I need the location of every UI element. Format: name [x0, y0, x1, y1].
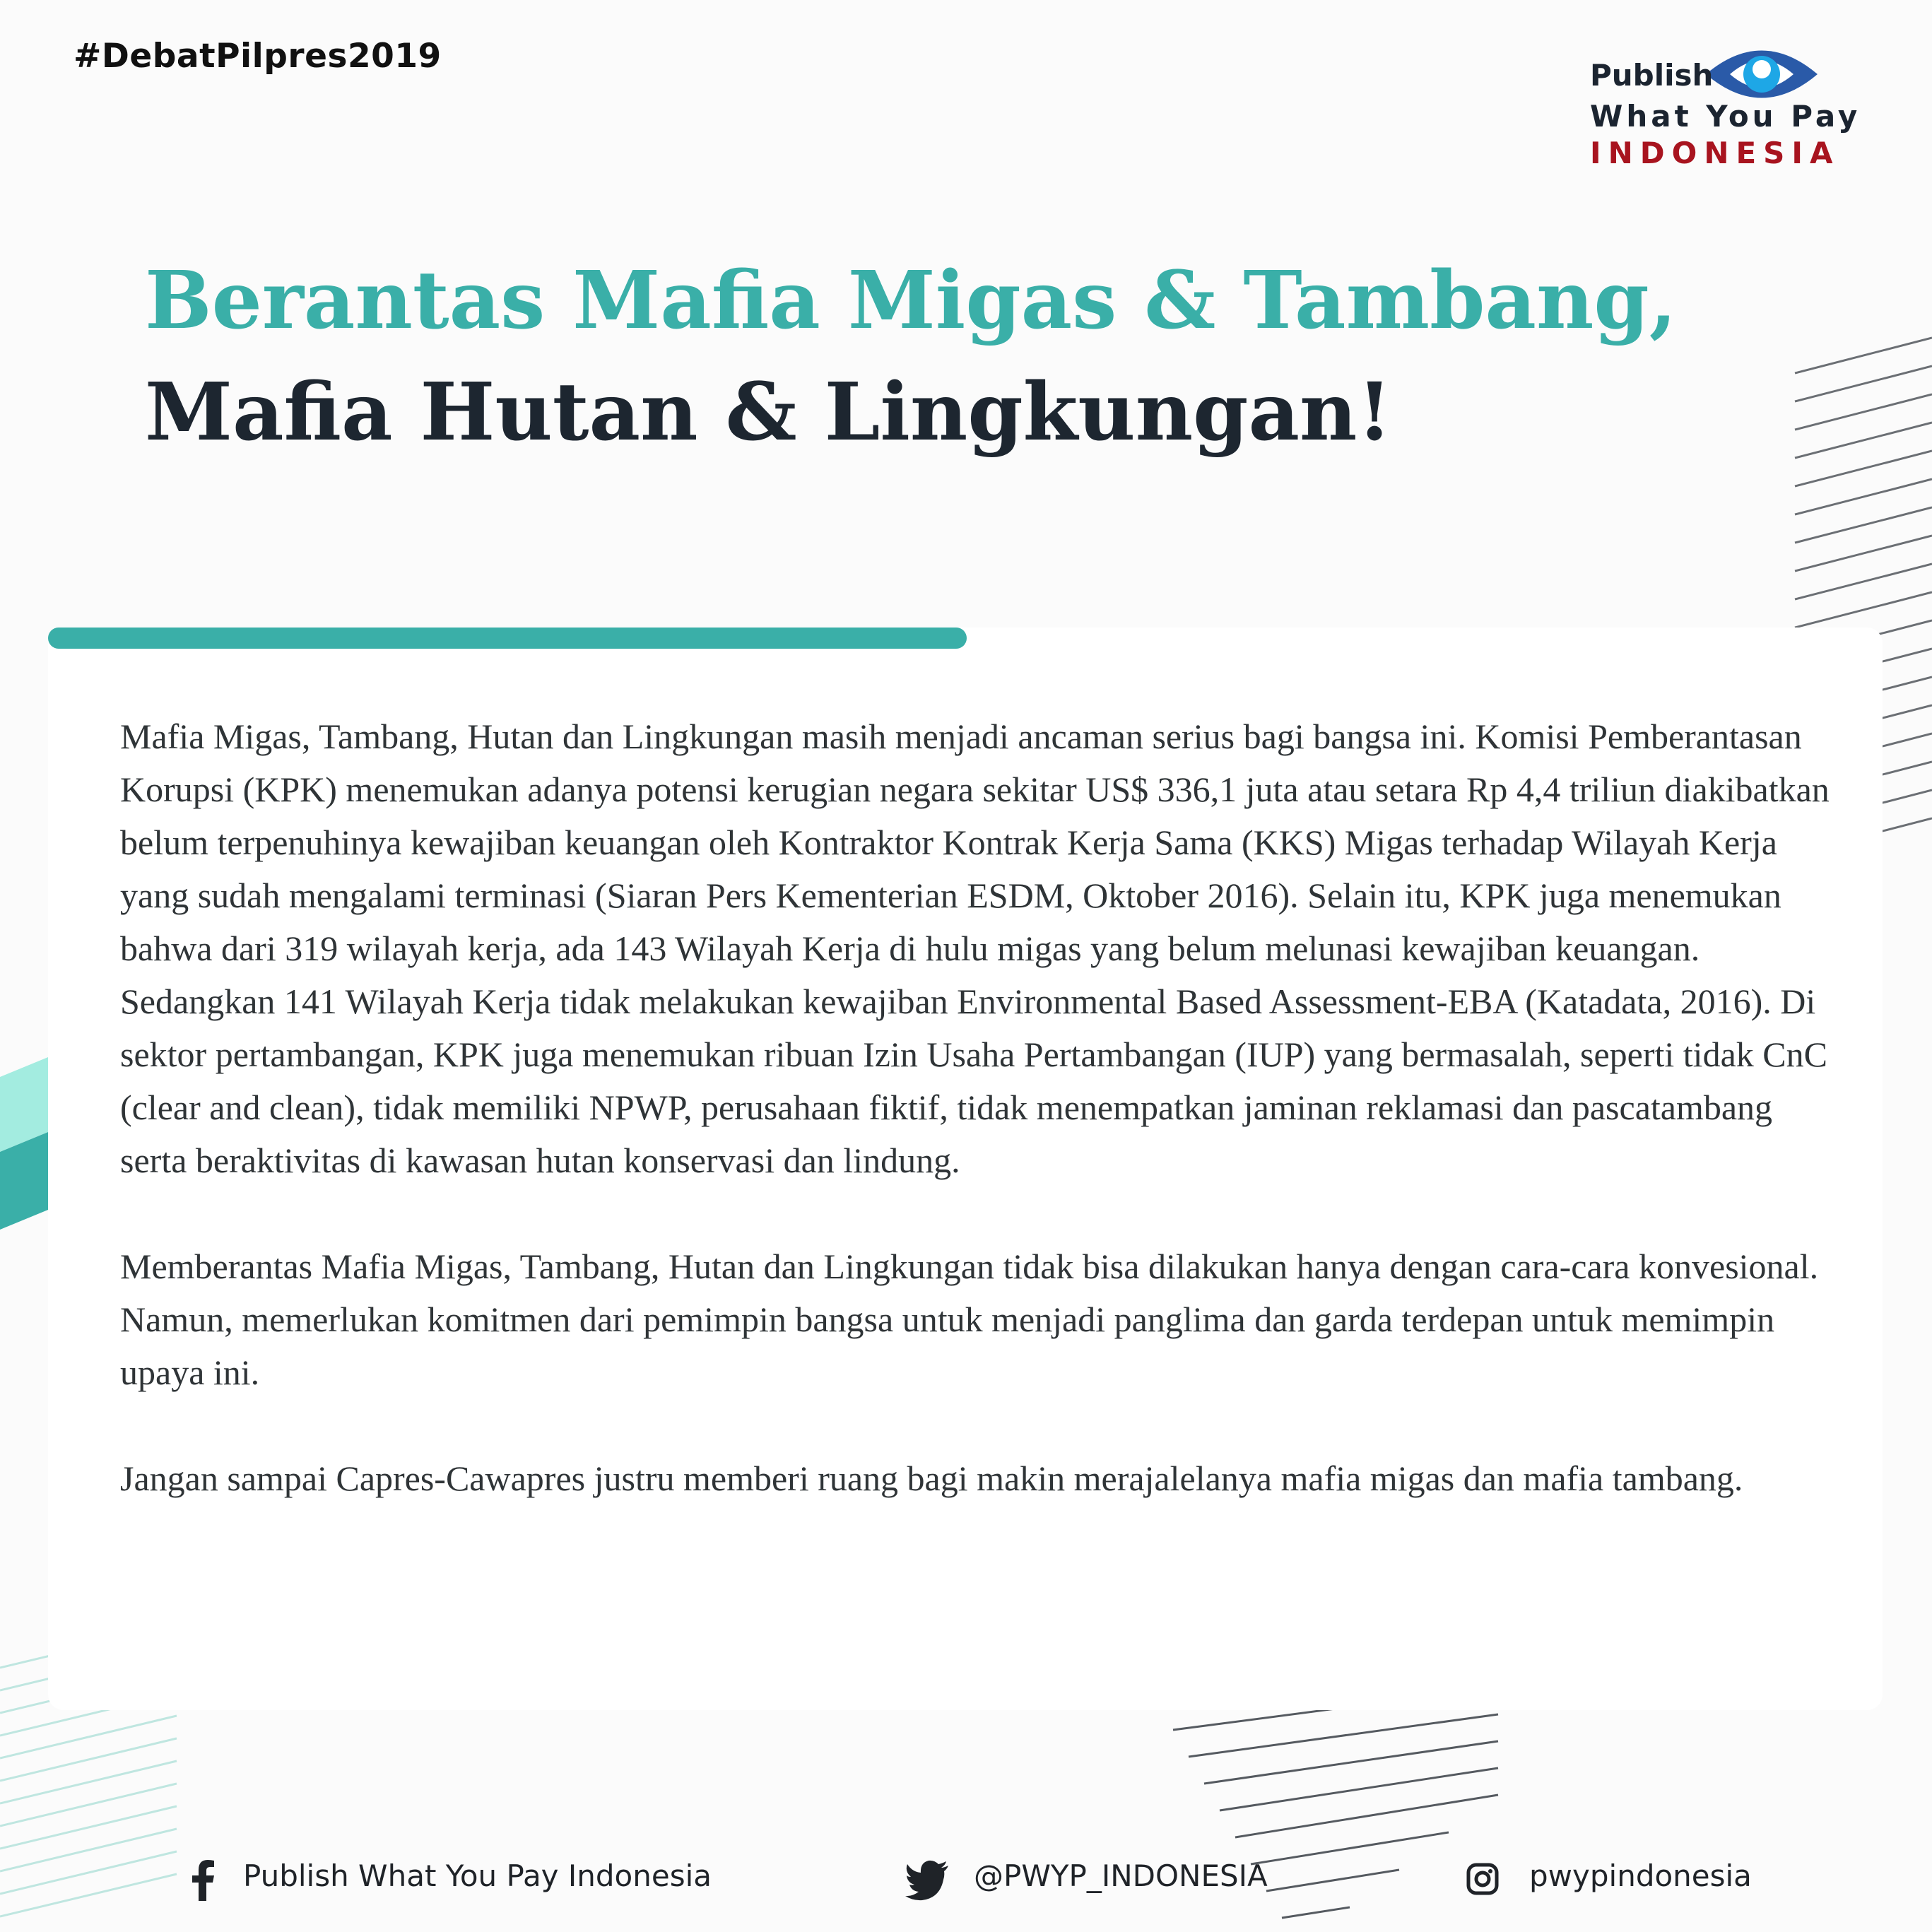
- decorative-stripe: [1795, 507, 1932, 543]
- logo-text-indonesia: INDONESIA: [1590, 136, 1840, 170]
- paragraph-2: Memberantas Mafia Migas, Tambang, Hutan dan Lingkungan tidak bisa dilakukan hanya dengan cara-cara konvesional. Namun, memerlukan komitmen dari pemimpin bangsa untuk menjadi panglima dan garda terdepan untuk memimpin upaya ini.: [120, 1247, 1819, 1392]
- decorative-stripe: [0, 1806, 177, 1849]
- pwyp-logo: [1590, 42, 1861, 177]
- facebook-link[interactable]: [185, 1851, 750, 1908]
- decorative-stripe: [1795, 423, 1932, 458]
- decorative-stripe: [1189, 1714, 1498, 1757]
- decorative-stripe: [0, 1761, 177, 1803]
- decorative-stripe: [0, 1716, 177, 1758]
- decorative-stripe: [1795, 338, 1932, 373]
- title-line-1: Berantas Mafia Migas & Tambang,: [145, 254, 1677, 347]
- twitter-label: @PWYP_INDONESIA: [974, 1859, 1268, 1893]
- twitter-link[interactable]: [905, 1851, 1329, 1908]
- title-line-2: Mafia Hutan & Lingkungan!: [145, 366, 1392, 459]
- eye-icon: [1702, 42, 1822, 106]
- social-footer: [0, 1851, 1932, 1908]
- article-body: [120, 710, 1830, 1558]
- decorative-stripe: [1795, 394, 1932, 430]
- facebook-label: Publish What You Pay Indonesia: [243, 1859, 712, 1893]
- instagram-icon: [1464, 1859, 1504, 1901]
- decorative-stripe: [1282, 1907, 1350, 1918]
- decorative-stripe: [1795, 564, 1932, 599]
- page-title: [145, 254, 1677, 485]
- paragraph-3: Jangan sampai Capres-Cawapres justru memberi ruang bagi makin merajalelanya mafia migas dan mafia tambang.: [120, 1459, 1743, 1498]
- facebook-icon: [185, 1859, 220, 1901]
- decorative-stripe: [0, 1784, 177, 1826]
- hashtag: #DebatPilpres2019: [73, 37, 442, 76]
- instagram-label: pwypindonesia: [1529, 1859, 1752, 1893]
- accent-bar: [48, 628, 967, 649]
- decorative-stripe: [1795, 451, 1932, 486]
- logo-text-what-you-pay: What You Pay: [1590, 99, 1861, 134]
- instagram-link[interactable]: [1464, 1851, 1860, 1908]
- decorative-stripe: [1795, 592, 1932, 628]
- logo-text-publish: Publish: [1590, 58, 1714, 93]
- decorative-stripe: [0, 1738, 177, 1781]
- decorative-stripe: [1795, 366, 1932, 401]
- decorative-stripe: [1795, 479, 1932, 514]
- paragraph-1: Mafia Migas, Tambang, Hutan dan Lingkungan masih menjadi ancaman serius bagi bangsa ini. Komisi Pemberantasan Korupsi (KPK) menemukan adanya potensi kerugian negara sekitar US$ 336,1 juta atau setara Rp 4,4 triliun diakibatkan belum terpenuhinya kewajiban keuangan oleh Kontraktor Kontrak Kerja Sama (KKS) Migas terhadap Wilayah Kerja yang sudah mengalami terminasi (Siaran Pers Kementerian ESDM, Oktober 2016). Selain itu, KPK juga menemukan bahwa dari 319 wilayah kerja, ada 143 Wilayah Kerja di hulu migas yang belum melunasi kewajiban keuangan. Sedangkan 141 Wilayah Kerja tidak melakukan kewajiban Environmental Based Assessment-EBA (Katadata, 2016). Di sektor pertambangan, KPK juga menemukan ribuan Izin Usaha Pertambangan (IUP) yang bermasalah, seperti tidak CnC (clear and clean), tidak memiliki NPWP, perusahaan fiktif, tidak menempatkan jaminan reklamasi dan pascatambang serta beraktivitas di kawasan hutan konservasi dan lindung.: [120, 717, 1830, 1180]
- twitter-icon: [905, 1859, 950, 1901]
- decorative-stripe: [1795, 536, 1932, 571]
